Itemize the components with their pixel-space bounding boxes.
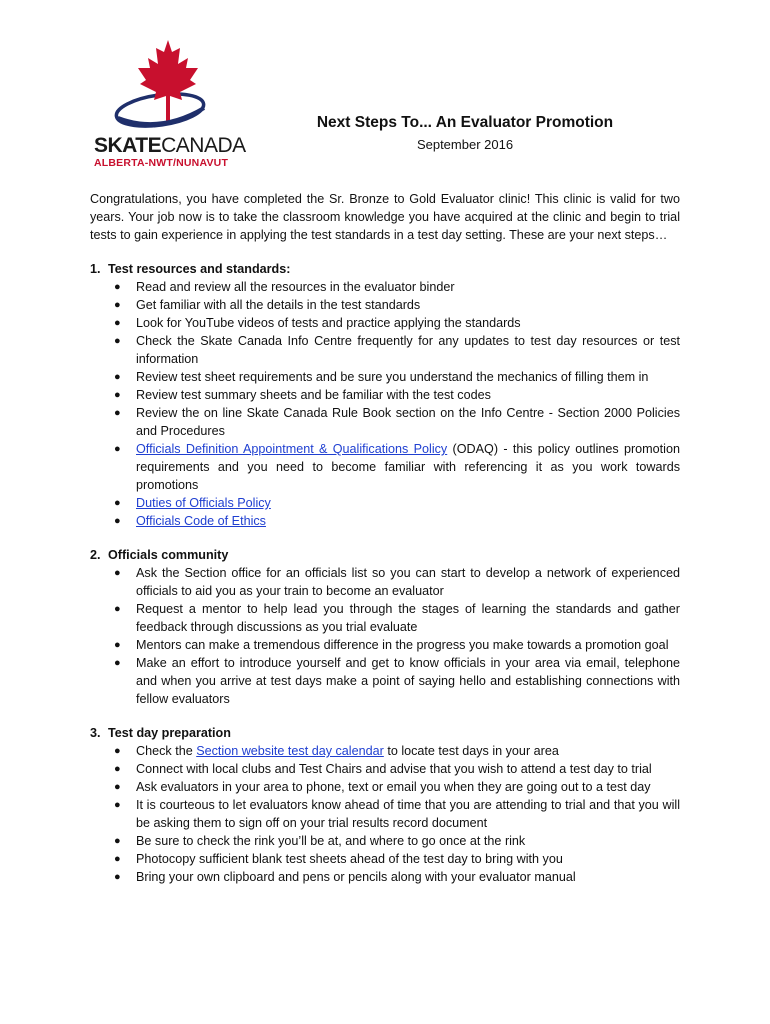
bullet-icon: ● <box>114 781 121 793</box>
list-item <box>90 404 680 440</box>
maple-leaf-icon <box>88 38 248 138</box>
section-2 <box>90 546 680 708</box>
bullet-icon: ● <box>114 317 121 329</box>
bullet-icon: ● <box>114 657 121 669</box>
list-item <box>90 368 680 386</box>
section-number: 2. <box>90 548 101 562</box>
list-item <box>90 832 680 850</box>
list-item-text: Request a mentor to help lead you through the stages of learning the standards and gather feedback through discussions as you trial evaluate <box>136 602 680 634</box>
list-item <box>90 868 680 886</box>
list-item <box>90 440 680 494</box>
list-item <box>90 332 680 368</box>
bullet-icon: ● <box>114 389 121 401</box>
bullet-icon: ● <box>114 853 121 865</box>
section-number: 3. <box>90 726 101 740</box>
list-item <box>90 636 680 654</box>
list-item <box>90 314 680 332</box>
intro-paragraph: Congratulations, you have completed the Sr. Bronze to Gold Evaluator clinic! This clinic is valid for two years. Your job now is to take the classroom knowledge you have acquired at the clinic and begin to trial tests to gain experience in applying the test standards in a test day setting. These are your next steps… <box>90 192 680 242</box>
list-item <box>90 278 680 296</box>
list-item <box>90 654 680 708</box>
list-item <box>90 760 680 778</box>
bullet-list <box>90 278 680 530</box>
bullet-list <box>90 742 680 886</box>
list-item <box>90 512 680 530</box>
document-link[interactable]: Officials Code of Ethics <box>136 514 266 528</box>
list-item-text: Review test summary sheets and be familiar with the test codes <box>136 388 491 402</box>
skate-canada-logo <box>88 38 248 170</box>
bullet-icon: ● <box>114 371 121 383</box>
logo-region: ALBERTA-NWT/NUNAVUT <box>94 157 229 169</box>
list-item <box>90 564 680 600</box>
section-heading <box>90 546 680 564</box>
bullet-icon: ● <box>114 515 121 527</box>
bullet-icon: ● <box>114 335 121 347</box>
section-heading <box>90 260 680 278</box>
list-item-text: (ODAQ) - this policy outlines promotion requirements and you need to become familiar with referencing it as you work towards promotions <box>136 442 680 492</box>
bullet-icon: ● <box>114 835 121 847</box>
section-heading-text: Officials community <box>108 548 229 562</box>
list-item <box>90 494 680 512</box>
list-item-text: Check the <box>136 744 197 758</box>
list-item-text: Connect with local clubs and Test Chairs and advise that you wish to attend a test day to trial <box>136 762 652 776</box>
document-link[interactable]: Officials Definition Appointment & Qualifications Policy <box>136 442 448 456</box>
list-item-text: Review test sheet requirements and be sure you understand the mechanics of filling them in <box>136 370 649 384</box>
section-heading-text: Test day preparation <box>108 726 231 740</box>
bullet-icon: ● <box>114 745 121 757</box>
list-item <box>90 600 680 636</box>
bullet-icon: ● <box>114 497 121 509</box>
bullet-icon: ● <box>114 871 121 883</box>
bullet-icon: ● <box>114 763 121 775</box>
list-item-text: Read and review all the resources in the evaluator binder <box>136 280 455 294</box>
sections-container <box>90 260 680 886</box>
section-1 <box>90 260 680 530</box>
list-item-text: It is courteous to let evaluators know ahead of time that you are attending to trial and that you will be asking them to sign off on your trial results record document <box>136 798 680 830</box>
list-item-text: Look for YouTube videos of tests and practice applying the standards <box>136 316 521 330</box>
list-item-text: Get familiar with all the details in the test standards <box>136 298 421 312</box>
section-3 <box>90 724 680 886</box>
bullet-icon: ● <box>114 603 121 615</box>
section-number: 1. <box>90 262 101 276</box>
list-item-text: Check the Skate Canada Info Centre frequently for any updates to test day resources or test information <box>136 334 680 366</box>
list-item-text: Review the on line Skate Canada Rule Book section on the Info Centre - Section 2000 Policies and Procedures <box>136 406 680 438</box>
bullet-icon: ● <box>114 299 121 311</box>
section-heading-text: Test resources and standards: <box>108 262 291 276</box>
list-item <box>90 796 680 832</box>
bullet-icon: ● <box>114 799 121 811</box>
document-link[interactable]: Duties of Officials Policy <box>136 496 271 510</box>
bullet-icon: ● <box>114 443 121 455</box>
page-title: Next Steps To... An Evaluator Promotion <box>316 114 614 131</box>
list-item <box>90 742 680 760</box>
bullet-icon: ● <box>114 639 121 651</box>
list-item-text: Make an effort to introduce yourself and get to know officials in your area via email, telephone and when you arrive at test days make a point of saying hello and establishing connections with fellow evaluators <box>136 656 680 706</box>
page-date: September 2016 <box>416 137 514 152</box>
list-item <box>90 778 680 796</box>
bullet-list <box>90 564 680 708</box>
list-item-text: Be sure to check the rink you’ll be at, and where to go once at the rink <box>136 834 526 848</box>
list-item-text: Mentors can make a tremendous difference in the progress you make towards a promotion goal <box>136 638 669 652</box>
list-item <box>90 386 680 404</box>
section-heading <box>90 724 680 742</box>
document-body <box>90 190 680 902</box>
list-item-text: to locate test days in your area <box>383 744 559 758</box>
bullet-icon: ● <box>114 281 121 293</box>
list-item <box>90 850 680 868</box>
list-item-text: Bring your own clipboard and pens or pencils along with your evaluator manual <box>136 870 576 884</box>
document-link[interactable]: Section website test day calendar <box>196 744 384 758</box>
bullet-icon: ● <box>114 407 121 419</box>
list-item <box>90 296 680 314</box>
logo-wordmark: SKATECANADA <box>94 134 246 157</box>
list-item-text: Photocopy sufficient blank test sheets ahead of the test day to bring with you <box>136 852 563 866</box>
bullet-icon: ● <box>114 567 121 579</box>
list-item-text: Ask the Section office for an officials list so you can start to develop a network of experienced officials to aid you as your train to become an evaluator <box>136 566 680 598</box>
list-item-text: Ask evaluators in your area to phone, text or email you when they are going out to a test day <box>136 780 651 794</box>
